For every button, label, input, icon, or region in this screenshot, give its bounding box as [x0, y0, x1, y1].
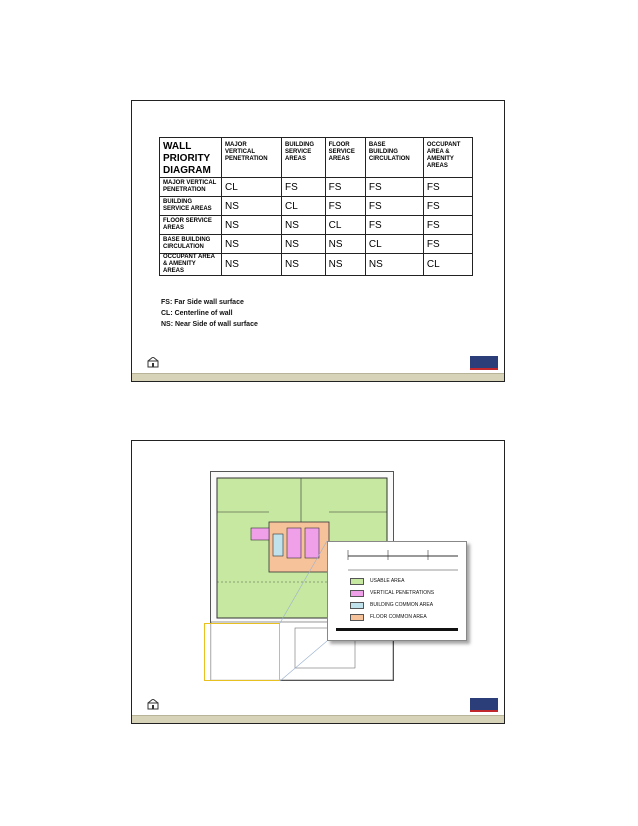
table-row	[160, 178, 473, 197]
swatch-usable	[350, 578, 364, 585]
note-cl: CL: Centerline of wall	[161, 310, 233, 317]
table-corner-title: WALL PRIORITY DIAGRAM	[160, 138, 222, 178]
table-cell: NS	[365, 254, 423, 276]
row-label: FLOOR SERVICE AREAS	[160, 216, 222, 235]
table-cell: NS	[222, 235, 282, 254]
table-cell: NS	[222, 216, 282, 235]
table-cell: FS	[325, 178, 365, 197]
table-cell: CL	[282, 197, 326, 216]
table-cell: NS	[282, 235, 326, 254]
callout-rule	[336, 628, 458, 631]
col-header-building-service: BUILDING SERVICE AREAS	[282, 138, 326, 178]
wall-priority-table	[159, 137, 473, 276]
slide-floor-plan	[131, 440, 505, 724]
table-cell: FS	[325, 197, 365, 216]
table-cell: NS	[325, 254, 365, 276]
swatch-floor-common	[350, 614, 364, 621]
table-cell: NS	[222, 254, 282, 276]
table-row	[160, 254, 473, 276]
table-cell: CL	[325, 216, 365, 235]
building-logo-icon	[147, 357, 159, 371]
table-cell: FS	[365, 216, 423, 235]
company-logo-icon	[470, 356, 498, 370]
abbreviation-notes	[161, 297, 258, 330]
table-cell: NS	[222, 197, 282, 216]
col-header-occupant-area: OCCUPANT AREA & AMENITY AREAS	[423, 138, 472, 178]
table-row	[160, 216, 473, 235]
table-cell: NS	[282, 216, 326, 235]
table-cell: NS	[325, 235, 365, 254]
legend-callout: USABLE AREA VERTICAL PENETRATIONS BUILDING COMMON AREA FLOOR COMMON AREA	[327, 541, 467, 641]
row-label: MAJOR VERTICAL PENETRATION	[160, 178, 222, 197]
row-label: BUILDING SERVICE AREAS	[160, 197, 222, 216]
footer-band	[132, 715, 504, 723]
note-fs: FS: Far Side wall surface	[161, 299, 244, 306]
company-logo-icon	[470, 698, 498, 712]
table-row	[160, 235, 473, 254]
table-cell: CL	[365, 235, 423, 254]
table-cell: FS	[423, 235, 472, 254]
table-cell: NS	[282, 254, 326, 276]
slide-wall-priority	[131, 100, 505, 382]
table-cell: FS	[423, 178, 472, 197]
building-logo-icon	[147, 699, 159, 713]
scale-bar-graphic	[328, 546, 466, 578]
table-row	[160, 197, 473, 216]
footer-band	[132, 373, 504, 381]
table-cell: FS	[423, 216, 472, 235]
table-cell: FS	[365, 178, 423, 197]
swatch-building-common	[350, 602, 364, 609]
row-label: BASE BUILDING CIRCULATION	[160, 235, 222, 254]
table-cell: CL	[222, 178, 282, 197]
col-header-floor-service: FLOOR SERVICE AREAS	[325, 138, 365, 178]
table-cell: CL	[423, 254, 472, 276]
row-label: OCCUPANT AREA & AMENITY AREAS	[160, 254, 222, 276]
note-ns: NS: Near Side of wall surface	[161, 321, 258, 328]
col-header-major-vertical: MAJOR VERTICAL PENETRATION	[222, 138, 282, 178]
table-cell: FS	[282, 178, 326, 197]
table-cell: FS	[423, 197, 472, 216]
col-header-base-building: BASE BUILDING CIRCULATION	[365, 138, 423, 178]
swatch-vertical	[350, 590, 364, 597]
table-cell: FS	[365, 197, 423, 216]
